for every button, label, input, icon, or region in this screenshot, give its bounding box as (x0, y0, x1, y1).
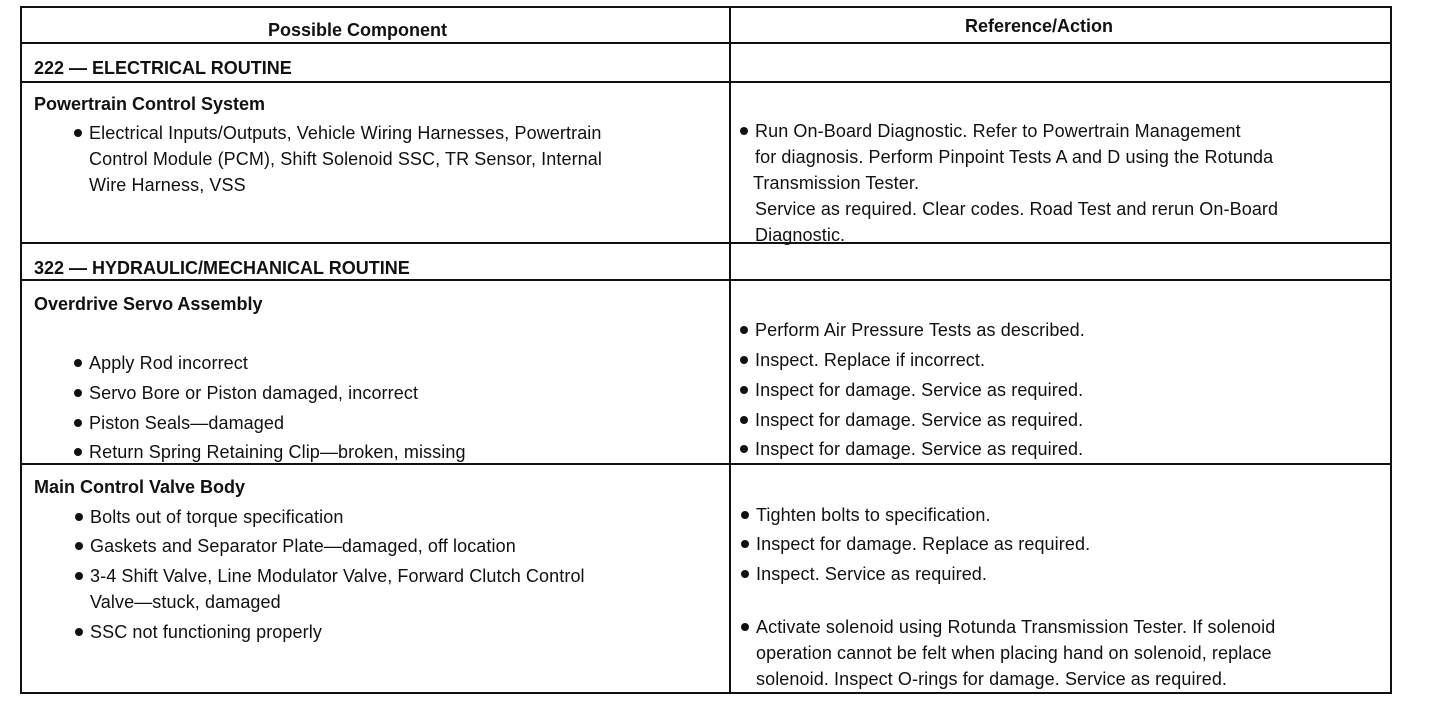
bullet-icon (74, 129, 82, 137)
section-title-hydraulic-mechanical: 322 — HYDRAULIC/MECHANICAL ROUTINE (34, 258, 410, 278)
group-title-overdrive-servo: Overdrive Servo Assembly (34, 294, 263, 314)
component-item: Servo Bore or Piston damaged, incorrect (74, 380, 418, 406)
section-title-electrical: 222 — ELECTRICAL ROUTINE (34, 58, 292, 78)
component-item: 3-4 Shift Valve, Line Modulator Valve, Forward Clutch Control Valve—stuck, damaged (75, 563, 725, 615)
bullet-icon (74, 419, 82, 427)
bullet-icon (741, 511, 749, 519)
component-item: Piston Seals—damaged (74, 410, 284, 436)
bullet-icon (75, 628, 83, 636)
bullet-icon (75, 572, 83, 580)
action-item: Inspect for damage. Service as required. (740, 407, 1083, 433)
action-item: Inspect for damage. Service as required. (740, 436, 1083, 462)
component-item: Return Spring Retaining Clip—broken, missing (74, 439, 466, 465)
row-divider (22, 81, 1390, 83)
action-item: Run On-Board Diagnostic. Refer to Powertrain Management for diagnosis. Perform Pinpoint Tests A and D using the Rotunda Transmission Tester. Service as required. Clear codes. Road Test and rerun On-Board Diagnostic. (740, 118, 1390, 248)
group-title-main-control-valve-body: Main Control Valve Body (34, 477, 246, 497)
bullet-icon (740, 416, 748, 424)
row-divider (22, 279, 1390, 281)
bullet-icon (75, 542, 83, 550)
bullet-icon (740, 356, 748, 364)
component-item: Bolts out of torque specification (75, 504, 343, 530)
diagnosis-table (20, 6, 1392, 694)
bullet-icon (74, 389, 82, 397)
bullet-icon (74, 448, 82, 456)
component-item: Electrical Inputs/Outputs, Vehicle Wiring Harnesses, Powertrain Control Module (PCM), Shift Solenoid SSC, TR Sensor, Internal Wire Harness, VSS (74, 120, 724, 198)
action-item: Inspect. Replace if incorrect. (740, 347, 985, 373)
row-divider (22, 42, 1390, 44)
action-item: Inspect. Service as required. (741, 561, 987, 587)
bullet-icon (75, 513, 83, 521)
bullet-icon (740, 386, 748, 394)
component-item: SSC not functioning properly (75, 619, 322, 645)
bullet-icon (74, 359, 82, 367)
bullet-icon (741, 570, 749, 578)
header-possible-component: Possible Component (268, 20, 448, 40)
header-reference-action: Reference/Action (965, 16, 1114, 36)
component-item: Apply Rod incorrect (74, 350, 248, 376)
action-item: Tighten bolts to specification. (741, 502, 991, 528)
bullet-icon (740, 127, 748, 135)
bullet-icon (741, 540, 749, 548)
bullet-icon (740, 445, 748, 453)
bullet-icon (740, 326, 748, 334)
column-divider (729, 8, 731, 692)
action-item: Perform Air Pressure Tests as described. (740, 317, 1085, 343)
bullet-icon (741, 623, 749, 631)
component-item: Gaskets and Separator Plate—damaged, off location (75, 533, 516, 559)
action-item: Inspect for damage. Replace as required. (741, 531, 1090, 557)
group-title-powertrain-control: Powertrain Control System (34, 94, 266, 114)
action-item: Inspect for damage. Service as required. (740, 377, 1083, 403)
action-item: Activate solenoid using Rotunda Transmission Tester. If solenoid operation cannot be felt when placing hand on solenoid, replace solenoid. Inspect O-rings for damage. Service as required. (741, 614, 1391, 692)
